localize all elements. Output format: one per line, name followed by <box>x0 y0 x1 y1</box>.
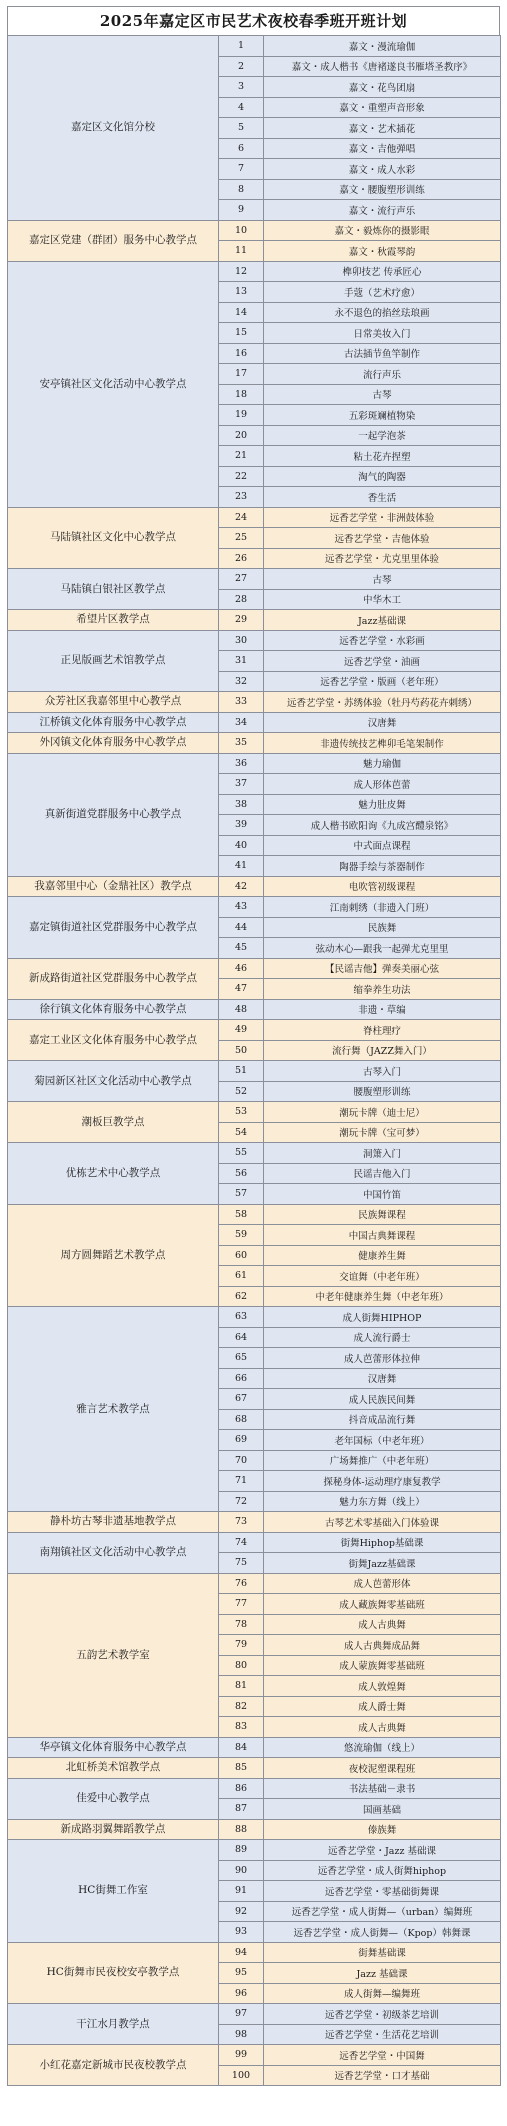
course-number: 30 <box>219 630 264 651</box>
course-name: 远香艺学堂・生活花艺培训 <box>264 2024 501 2045</box>
venue-cell: 真新街道党群服务中心教学点 <box>8 753 219 876</box>
venue-cell: 北虹桥美术馆教学点 <box>8 1758 219 1779</box>
course-name: 中国古典舞课程 <box>264 1225 501 1246</box>
course-name: 弦动木心—跟我一起弹尤克里里 <box>264 938 501 959</box>
course-name: 远香艺学堂・成人街舞hiphop <box>264 1860 501 1881</box>
course-number: 13 <box>219 282 264 303</box>
course-number: 25 <box>219 528 264 549</box>
course-number: 85 <box>219 1758 264 1779</box>
page-title: 2025年嘉定区市民艺术夜校春季班开班计划 <box>7 6 500 35</box>
course-number: 75 <box>219 1553 264 1574</box>
course-name: 五彩斑斓植物染 <box>264 405 501 426</box>
course-number: 64 <box>219 1327 264 1348</box>
course-name: 魅力瑜伽 <box>264 753 501 774</box>
course-number: 32 <box>219 671 264 692</box>
course-table-body <box>8 36 501 2086</box>
course-name: 远香艺学堂・非洲鼓体验 <box>264 507 501 528</box>
course-name: 老年国标（中老年班） <box>264 1430 501 1451</box>
course-number: 9 <box>219 200 264 221</box>
course-number: 100 <box>219 2065 264 2086</box>
course-number: 88 <box>219 1819 264 1840</box>
course-name: 魅力东方舞（线上） <box>264 1491 501 1512</box>
course-name: 魅力肚皮舞 <box>264 794 501 815</box>
course-name: 街舞基础课 <box>264 1942 501 1963</box>
course-number: 37 <box>219 774 264 795</box>
course-number: 96 <box>219 1983 264 2004</box>
table-row <box>8 1512 501 1533</box>
course-name: 非遗传统技艺榫卯毛笔架制作 <box>264 733 501 754</box>
venue-cell: 南翔镇社区文化活动中心教学点 <box>8 1532 219 1573</box>
table-row <box>8 1778 501 1799</box>
course-name: 成人芭蕾形体 <box>264 1573 501 1594</box>
course-name: 脊柱理疗 <box>264 1020 501 1041</box>
course-name: 电吹管初级课程 <box>264 876 501 897</box>
course-number: 41 <box>219 856 264 877</box>
course-name: 潮玩卡牌（迪士尼） <box>264 1102 501 1123</box>
venue-cell: 嘉定工业区文化体育服务中心教学点 <box>8 1020 219 1061</box>
course-name: 远香艺学堂・零基础街舞课 <box>264 1881 501 1902</box>
course-number: 84 <box>219 1737 264 1758</box>
course-name: 成人流行爵士 <box>264 1327 501 1348</box>
course-number: 43 <box>219 897 264 918</box>
course-number: 61 <box>219 1266 264 1287</box>
course-number: 22 <box>219 466 264 487</box>
venue-cell: HC街舞市民夜校安亭教学点 <box>8 1942 219 2004</box>
course-name: 成人古典舞成品舞 <box>264 1635 501 1656</box>
plan-document <box>7 6 500 2086</box>
course-name: 非遗・草编 <box>264 999 501 1020</box>
table-row <box>8 261 501 282</box>
course-number: 99 <box>219 2045 264 2066</box>
venue-cell: 潮板巨教学点 <box>8 1102 219 1143</box>
course-number: 19 <box>219 405 264 426</box>
course-number: 33 <box>219 692 264 713</box>
table-row <box>8 876 501 897</box>
course-name: 中华木工 <box>264 589 501 610</box>
venue-cell: 新成路街道社区党群服务中心教学点 <box>8 958 219 999</box>
course-name: 日常美妆入门 <box>264 323 501 344</box>
course-number: 63 <box>219 1307 264 1328</box>
table-row <box>8 1532 501 1553</box>
course-name: 成人街舞—编舞班 <box>264 1983 501 2004</box>
course-number: 14 <box>219 302 264 323</box>
course-name: 成人蒙族舞零基础班 <box>264 1655 501 1676</box>
course-number: 1 <box>219 36 264 57</box>
table-row <box>8 1204 501 1225</box>
course-number: 5 <box>219 118 264 139</box>
table-row <box>8 1737 501 1758</box>
course-name: 嘉文・重塑声音形象 <box>264 97 501 118</box>
course-name: 古琴 <box>264 384 501 405</box>
course-number: 34 <box>219 712 264 733</box>
table-row <box>8 610 501 631</box>
course-name: 嘉文・流行声乐 <box>264 200 501 221</box>
course-name: 流行声乐 <box>264 364 501 385</box>
course-number: 90 <box>219 1860 264 1881</box>
venue-cell: 我嘉邻里中心（金鼎社区）教学点 <box>8 876 219 897</box>
venue-cell: 安亭镇社区文化活动中心教学点 <box>8 261 219 507</box>
course-number: 23 <box>219 487 264 508</box>
course-number: 20 <box>219 425 264 446</box>
course-name: 古琴入门 <box>264 1061 501 1082</box>
course-number: 53 <box>219 1102 264 1123</box>
course-name: 汉唐舞 <box>264 1368 501 1389</box>
course-number: 58 <box>219 1204 264 1225</box>
course-number: 16 <box>219 343 264 364</box>
course-number: 93 <box>219 1922 264 1943</box>
course-name: 嘉文・秋霞琴韵 <box>264 241 501 262</box>
course-number: 81 <box>219 1676 264 1697</box>
course-number: 59 <box>219 1225 264 1246</box>
course-table <box>7 35 501 2086</box>
course-name: 嘉文・成人水彩 <box>264 159 501 180</box>
table-row <box>8 1819 501 1840</box>
course-name: 中老年健康养生舞（中老年班） <box>264 1286 501 1307</box>
course-name: 远香艺学堂・水彩画 <box>264 630 501 651</box>
table-row <box>8 2004 501 2025</box>
course-name: 傣族舞 <box>264 1819 501 1840</box>
course-name: 民谣吉他入门 <box>264 1163 501 1184</box>
venue-cell: 小红花嘉定新城市民夜校教学点 <box>8 2045 219 2086</box>
course-number: 4 <box>219 97 264 118</box>
course-number: 38 <box>219 794 264 815</box>
course-name: 成人古典舞 <box>264 1614 501 1635</box>
table-row <box>8 1307 501 1328</box>
course-name: 嘉文・吉他弹唱 <box>264 138 501 159</box>
venue-cell: 江桥镇文化体育服务中心教学点 <box>8 712 219 733</box>
course-number: 12 <box>219 261 264 282</box>
course-number: 26 <box>219 548 264 569</box>
course-name: 古琴艺术零基础入门体验课 <box>264 1512 501 1533</box>
course-name: 洞箫入门 <box>264 1143 501 1164</box>
table-row <box>8 1020 501 1041</box>
course-name: Jazz 基础课 <box>264 1963 501 1984</box>
course-name: 远香艺学堂・Jazz 基础课 <box>264 1840 501 1861</box>
course-name: 成人街舞HIPHOP <box>264 1307 501 1328</box>
table-row <box>8 958 501 979</box>
course-number: 44 <box>219 917 264 938</box>
venue-cell: 周方圆舞蹈艺术教学点 <box>8 1204 219 1307</box>
venue-cell: 干江水月教学点 <box>8 2004 219 2045</box>
course-name: 中式面点课程 <box>264 835 501 856</box>
course-name: 潮玩卡牌（宝可梦） <box>264 1122 501 1143</box>
course-name: 书法基础－隶书 <box>264 1778 501 1799</box>
course-number: 7 <box>219 159 264 180</box>
venue-cell: 优栋艺术中心教学点 <box>8 1143 219 1205</box>
course-name: 民族舞 <box>264 917 501 938</box>
table-row <box>8 569 501 590</box>
course-name: 街舞Jazz基础课 <box>264 1553 501 1574</box>
venue-cell: HC街舞工作室 <box>8 1840 219 1943</box>
course-number: 97 <box>219 2004 264 2025</box>
table-row <box>8 220 501 241</box>
course-name: 成人古典舞 <box>264 1717 501 1738</box>
table-row <box>8 999 501 1020</box>
course-number: 66 <box>219 1368 264 1389</box>
course-number: 78 <box>219 1614 264 1635</box>
course-number: 72 <box>219 1491 264 1512</box>
course-name: 一起学泡茶 <box>264 425 501 446</box>
venue-cell: 菊园新区社区文化活动中心教学点 <box>8 1061 219 1102</box>
course-number: 76 <box>219 1573 264 1594</box>
venue-cell: 嘉定区文化馆分校 <box>8 36 219 221</box>
course-number: 79 <box>219 1635 264 1656</box>
course-number: 52 <box>219 1081 264 1102</box>
table-row <box>8 1573 501 1594</box>
course-number: 71 <box>219 1471 264 1492</box>
course-name: 汉唐舞 <box>264 712 501 733</box>
course-name: 【民谣吉他】弹奏美丽心弦 <box>264 958 501 979</box>
course-name: 嘉文・成人楷书《唐褚遂良书雁塔圣教序》 <box>264 56 501 77</box>
course-name: 街舞Hiphop基础课 <box>264 1532 501 1553</box>
course-number: 45 <box>219 938 264 959</box>
course-name: 腰腹塑形训练 <box>264 1081 501 1102</box>
course-name: 陶器手绘与茶器制作 <box>264 856 501 877</box>
course-number: 73 <box>219 1512 264 1533</box>
course-number: 46 <box>219 958 264 979</box>
course-name: 永不退色的掐丝珐琅画 <box>264 302 501 323</box>
course-name: 中国竹笛 <box>264 1184 501 1205</box>
course-name: 手蔻（艺术疗愈） <box>264 282 501 303</box>
course-number: 89 <box>219 1840 264 1861</box>
table-row <box>8 1102 501 1123</box>
course-number: 28 <box>219 589 264 610</box>
course-number: 48 <box>219 999 264 1020</box>
course-name: 远香艺学堂・成人街舞—（Kpop）韩舞课 <box>264 1922 501 1943</box>
course-number: 56 <box>219 1163 264 1184</box>
course-name: 远香艺学堂・初级茶艺培训 <box>264 2004 501 2025</box>
course-number: 36 <box>219 753 264 774</box>
course-number: 94 <box>219 1942 264 1963</box>
course-number: 49 <box>219 1020 264 1041</box>
course-number: 83 <box>219 1717 264 1738</box>
course-number: 8 <box>219 179 264 200</box>
table-row <box>8 692 501 713</box>
table-row <box>8 897 501 918</box>
table-row <box>8 2045 501 2066</box>
venue-cell: 众芳社区我嘉邻里中心教学点 <box>8 692 219 713</box>
table-row <box>8 507 501 528</box>
venue-cell: 马陆镇社区文化中心教学点 <box>8 507 219 569</box>
course-number: 27 <box>219 569 264 590</box>
course-name: 榫卯技艺 传承匠心 <box>264 261 501 282</box>
course-name: 远香艺学堂・中国舞 <box>264 2045 501 2066</box>
course-name: 成人芭蕾形体拉伸 <box>264 1348 501 1369</box>
course-name: 嘉文・漫流瑜伽 <box>264 36 501 57</box>
course-name: 健康养生舞 <box>264 1245 501 1266</box>
table-row <box>8 1942 501 1963</box>
venue-cell: 希望片区教学点 <box>8 610 219 631</box>
venue-cell: 马陆镇白银社区教学点 <box>8 569 219 610</box>
table-row <box>8 1758 501 1779</box>
course-number: 11 <box>219 241 264 262</box>
table-row <box>8 36 501 57</box>
course-number: 95 <box>219 1963 264 1984</box>
course-name: 远香艺学堂・苏绣体验（牡丹芍药花卉刺绣） <box>264 692 501 713</box>
course-number: 69 <box>219 1430 264 1451</box>
course-number: 2 <box>219 56 264 77</box>
venue-cell: 华亭镇文化体育服务中心教学点 <box>8 1737 219 1758</box>
course-number: 31 <box>219 651 264 672</box>
venue-cell: 嘉定区党建（群团）服务中心教学点 <box>8 220 219 261</box>
course-number: 17 <box>219 364 264 385</box>
course-number: 60 <box>219 1245 264 1266</box>
course-number: 51 <box>219 1061 264 1082</box>
venue-cell: 五韵艺术教学室 <box>8 1573 219 1737</box>
course-name: 探秘身体-运动理疗康复教学 <box>264 1471 501 1492</box>
course-name: Jazz基础课 <box>264 610 501 631</box>
course-name: 淘气的陶器 <box>264 466 501 487</box>
course-name: 成人敦煌舞 <box>264 1676 501 1697</box>
venue-cell: 新成路羽翼舞蹈教学点 <box>8 1819 219 1840</box>
course-number: 87 <box>219 1799 264 1820</box>
venue-cell: 正见版画艺术馆教学点 <box>8 630 219 692</box>
course-number: 74 <box>219 1532 264 1553</box>
course-name: 嘉文・艺术插花 <box>264 118 501 139</box>
course-name: 成人民族民间舞 <box>264 1389 501 1410</box>
table-row <box>8 753 501 774</box>
course-name: 成人形体芭蕾 <box>264 774 501 795</box>
course-number: 42 <box>219 876 264 897</box>
course-name: 抖音成品流行舞 <box>264 1409 501 1430</box>
course-name: 古琴 <box>264 569 501 590</box>
course-number: 6 <box>219 138 264 159</box>
course-number: 54 <box>219 1122 264 1143</box>
course-name: 成人楷书欧阳询《九成宫醴泉铭》 <box>264 815 501 836</box>
course-name: 远香艺学堂・口才基础 <box>264 2065 501 2086</box>
venue-cell: 雅言艺术教学点 <box>8 1307 219 1512</box>
course-number: 67 <box>219 1389 264 1410</box>
course-name: 流行舞（JAZZ舞入门） <box>264 1040 501 1061</box>
course-number: 35 <box>219 733 264 754</box>
course-name: 远香艺学堂・成人街舞—（urban）编舞班 <box>264 1901 501 1922</box>
course-number: 82 <box>219 1696 264 1717</box>
course-name: 民族舞课程 <box>264 1204 501 1225</box>
venue-cell: 外冈镇文化体育服务中心教学点 <box>8 733 219 754</box>
course-name: 悠流瑜伽（线上） <box>264 1737 501 1758</box>
course-number: 18 <box>219 384 264 405</box>
table-row <box>8 1143 501 1164</box>
table-row <box>8 733 501 754</box>
course-number: 29 <box>219 610 264 631</box>
course-name: 嘉文・腰腹塑形训练 <box>264 179 501 200</box>
venue-cell: 嘉定镇街道社区党群服务中心教学点 <box>8 897 219 959</box>
course-number: 55 <box>219 1143 264 1164</box>
course-name: 缩拳养生功法 <box>264 979 501 1000</box>
course-number: 65 <box>219 1348 264 1369</box>
course-number: 21 <box>219 446 264 467</box>
course-number: 24 <box>219 507 264 528</box>
course-name: 香生活 <box>264 487 501 508</box>
venue-cell: 佳爱中心教学点 <box>8 1778 219 1819</box>
course-number: 86 <box>219 1778 264 1799</box>
course-name: 成人藏族舞零基础班 <box>264 1594 501 1615</box>
course-number: 39 <box>219 815 264 836</box>
course-name: 远香艺学堂・油画 <box>264 651 501 672</box>
course-number: 91 <box>219 1881 264 1902</box>
course-name: 广场舞推广（中老年班） <box>264 1450 501 1471</box>
course-number: 57 <box>219 1184 264 1205</box>
course-name: 远香艺学堂・吉他体验 <box>264 528 501 549</box>
course-name: 嘉文・花鸟团扇 <box>264 77 501 98</box>
course-number: 15 <box>219 323 264 344</box>
course-name: 粘土花卉捏塑 <box>264 446 501 467</box>
course-number: 70 <box>219 1450 264 1471</box>
course-name: 远香艺学堂・版画（老年班） <box>264 671 501 692</box>
course-number: 62 <box>219 1286 264 1307</box>
course-name: 远香艺学堂・尤克里里体验 <box>264 548 501 569</box>
course-name: 古法插节鱼竿制作 <box>264 343 501 364</box>
course-name: 嘉文・毅炼你的摄影眼 <box>264 220 501 241</box>
course-name: 成人爵士舞 <box>264 1696 501 1717</box>
course-name: 国画基础 <box>264 1799 501 1820</box>
course-number: 3 <box>219 77 264 98</box>
course-number: 40 <box>219 835 264 856</box>
venue-cell: 徐行镇文化体育服务中心教学点 <box>8 999 219 1020</box>
course-name: 交谊舞（中老年班） <box>264 1266 501 1287</box>
table-row <box>8 1840 501 1861</box>
course-number: 98 <box>219 2024 264 2045</box>
table-row <box>8 1061 501 1082</box>
course-name: 夜校泥塑课程班 <box>264 1758 501 1779</box>
course-name: 江南刺绣（非遗入门班） <box>264 897 501 918</box>
table-row <box>8 712 501 733</box>
venue-cell: 静朴坊古琴非遗基地教学点 <box>8 1512 219 1533</box>
course-number: 92 <box>219 1901 264 1922</box>
course-number: 10 <box>219 220 264 241</box>
course-number: 80 <box>219 1655 264 1676</box>
table-row <box>8 630 501 651</box>
course-number: 50 <box>219 1040 264 1061</box>
course-number: 68 <box>219 1409 264 1430</box>
course-number: 77 <box>219 1594 264 1615</box>
course-number: 47 <box>219 979 264 1000</box>
